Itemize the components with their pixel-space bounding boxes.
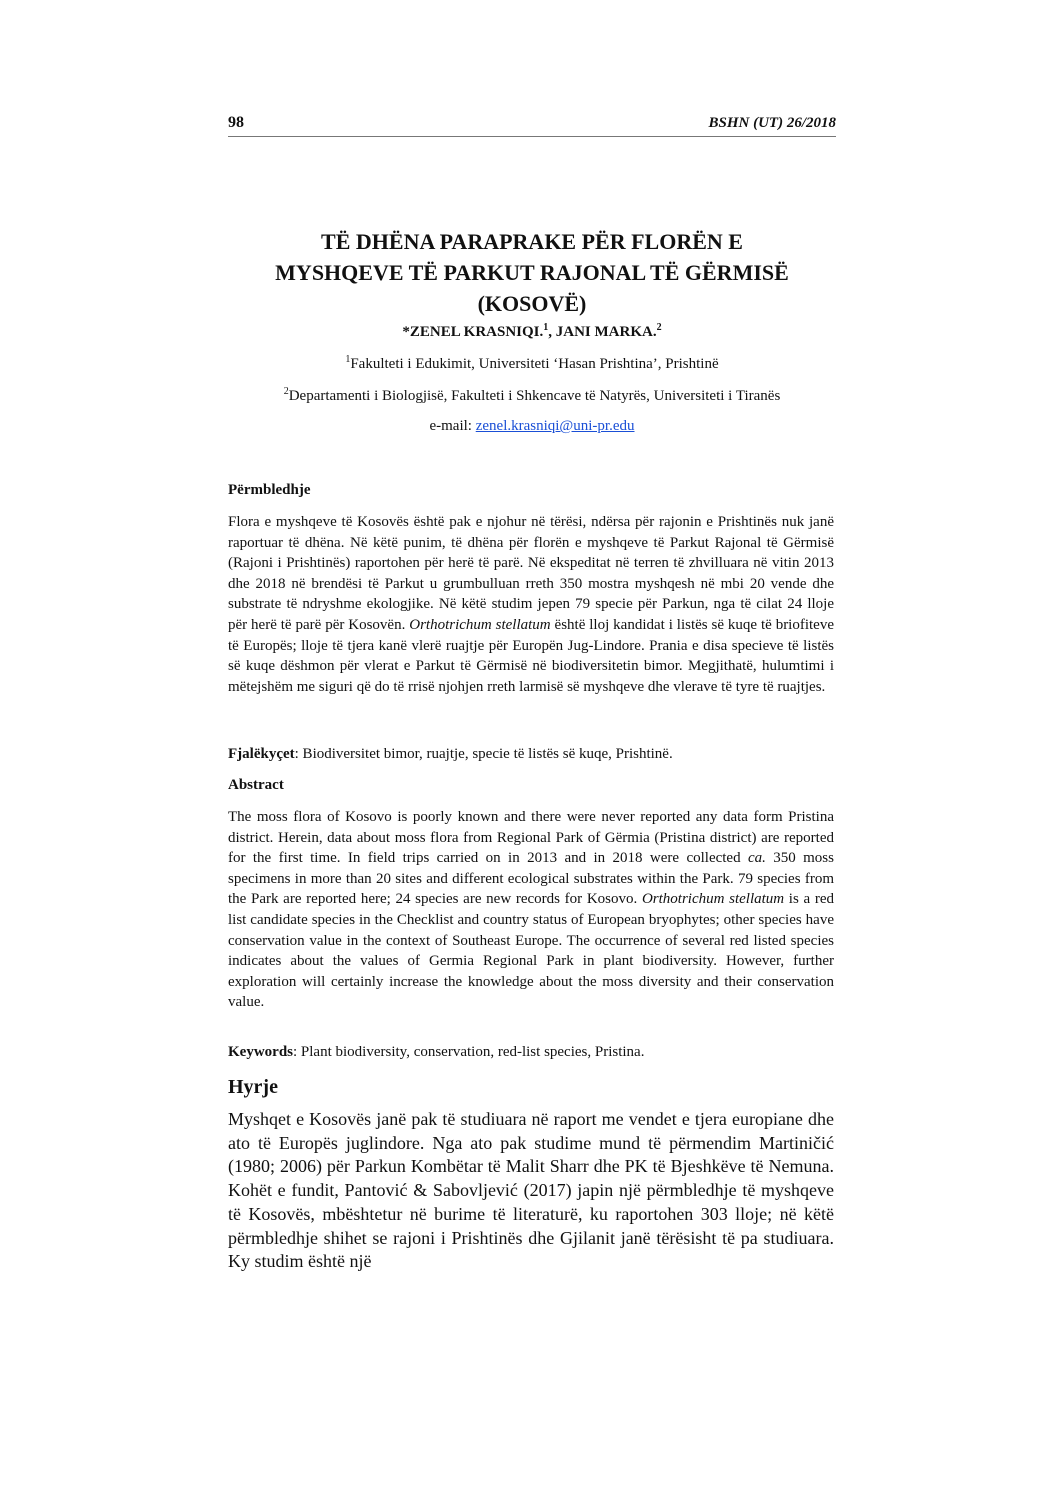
email-label: e-mail: <box>429 418 476 434</box>
affiliation <box>228 354 836 373</box>
summary-heading: Përmbledhje <box>228 482 311 498</box>
author-affiliation-mark: 2 <box>656 322 662 333</box>
keywords-label: Fjalëkyçet <box>228 746 295 762</box>
paper-title <box>228 226 836 319</box>
species-name: Orthotrichum stellatum <box>641 891 785 908</box>
author-separator: , <box>548 324 556 340</box>
abstract-text: The moss flora of Kosovo is poorly known and there were never reported any data form Pristina district. Herein, data about moss flora from Regional Park of Gërmia (Pristina district) are reported for the first time. In field trips carried on in 2013 and in 2018 were collected <box>228 809 834 867</box>
summary-text: është lloj kandidat i listës së kuqe të briofiteve të Europës; lloje të tjera kanë vlerë ruajtje për Europën Jug-Lindore. Prania e disa specieve të listës së kuqe dëshmon për vlerat e Parkut të Gërmisë në biodiversitetin bimor. Megjithatë, hulumtimi i mëtejshëm me siguri që do të rrisë njohjen rreth larmisë së myshqeve dhe vlerave të tyre të ruajtjes. <box>228 616 834 695</box>
affiliation-text: Fakulteti i Edukimit, Universiteti ‘Hasan Prishtina’, Prishtinë <box>350 356 719 372</box>
keywords-text: : Biodiversitet bimor, ruajtje, specie të listës së kuqe, Prishtinë. <box>294 746 673 762</box>
intro-paragraph: Myshqet e Kosovës janë pak të studiuara në raport me vendet e tjera europiane dhe ato të Europës juglindore. Nga ato pak studime mund të përmendim Martiničić (1980; 2006) për Parkun Kombëtar të Malit Sharr dhe PK të Bjeshkëve të Nemuna. Kohët e fundit, Pantović & Sabovljević (2017) japin një përmbledhje të myshqeve të Kosovës, mbështetur në burime të literaturë, ku raportohen 303 lloje; në këtë përmbledhje shihet se rajoni i Prishtinës dhe Gjilanit janë tërësisht të pa studiuara. Ky studim është një <box>228 1109 834 1272</box>
summary-text: Flora e myshqeve të Kosovës është pak e njohur në tërësi, ndërsa për rajonin e Prishtinës nuk janë raportuar të dhëna. Në këtë punim, të dhëna për florën e myshqeve të Parkut Rajonal të Gërmisë (Rajoni i Prishtinës) raportohen për herë të parë. Në ekspeditat në terren të zhvilluara në vitin 2013 dhe 2018 në brendësi të Parkut u grumbulluan rreth 350 mostra myshqesh në mbi 20 vende dhe substrate të ndryshme ekologjike. Në këtë studim jepen 79 specie për Parkun, nga të cilat 24 lloje për herë të parë për Kosovën. <box>228 514 834 633</box>
abstract-paragraph <box>228 807 834 1013</box>
email-line <box>228 418 836 435</box>
author-list <box>228 322 836 341</box>
keywords-en <box>228 1044 834 1061</box>
abstract-italic: ca. <box>747 850 766 867</box>
affiliation <box>228 386 836 405</box>
author-affiliation-mark: 1 <box>543 322 549 333</box>
keywords-text: : Plant biodiversity, conservation, red-list species, Pristina. <box>293 1044 645 1060</box>
keywords-label: Keywords <box>228 1044 293 1060</box>
email-link[interactable]: zenel.krasniqi@uni-pr.edu <box>475 418 635 434</box>
abstract-text: 350 moss specimens in more than 20 sites and different ecological substrates within the Park. 79 species from the Park are reported here; 24 species are new records for Kosovo. <box>228 850 834 908</box>
summary-paragraph <box>228 512 834 697</box>
title-line: MYSHQEVE TË PARKUT RAJONAL TË GËRMISË <box>275 260 789 285</box>
title-line: (KOSOVË) <box>477 291 587 316</box>
page-header <box>228 114 836 137</box>
intro-heading: Hyrje <box>228 1076 278 1098</box>
affiliation-mark: 1 <box>345 354 351 365</box>
species-name: Orthotrichum stellatum <box>409 616 551 633</box>
abstract-heading: Abstract <box>228 777 284 793</box>
author-name: *ZENEL KRASNIQI. <box>402 324 544 340</box>
title-line: TË DHËNA PARAPRAKE PËR FLORËN E <box>321 229 743 254</box>
author-name: JANI MARKA. <box>555 324 657 340</box>
page-number: 98 <box>228 114 244 131</box>
abstract-text: is a red list candidate species in the Checklist and country status of European bryophytes; other species have conservation value in the context of Southeast Europe. The occurrence of several red listed species indicates about the values of Germia Regional Park in plant biodiversity. However, further exploration will certainly increase the knowledge about the moss diversity and their conservation value. <box>228 891 834 1011</box>
affiliation-text: Departamenti i Biologjisë, Fakulteti i Shkencave të Natyrës, Universiteti i Tiranës <box>288 388 781 404</box>
affiliation-mark: 2 <box>283 386 289 397</box>
keywords-sq <box>228 746 834 763</box>
journal-reference: BSHN (UT) 26/2018 <box>708 115 836 131</box>
